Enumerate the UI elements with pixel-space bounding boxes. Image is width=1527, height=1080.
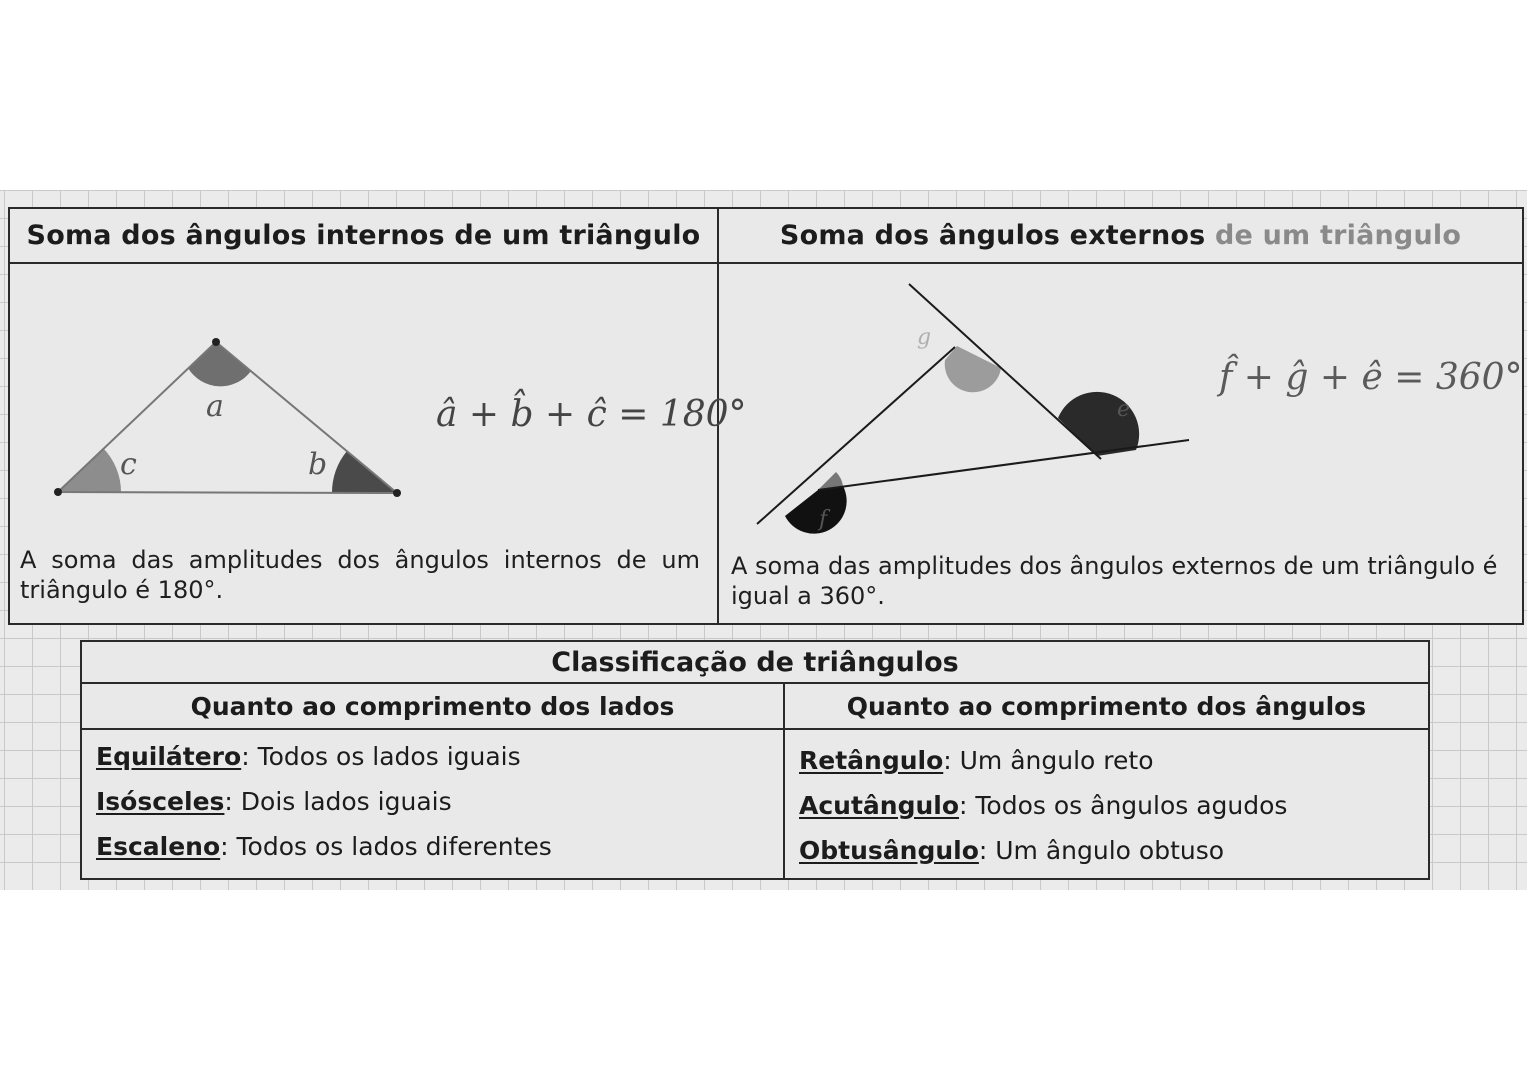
internal-angles-formula: â + b̂ + ĉ = 180° (436, 394, 747, 435)
angle-g-label: g (917, 325, 932, 350)
angle-sums-card (8, 207, 1524, 625)
external-angles-triangle-diagram (719, 264, 1219, 534)
angle-c-label: c (120, 447, 137, 482)
internal-angles-description: A soma das amplitudes dos ângulos internos de um triângulo é 180°. (20, 546, 700, 604)
angle-g-sector (945, 346, 1001, 392)
list-item-isosceles: Isósceles: Dois lados iguais (96, 787, 452, 816)
angle-b-sector (332, 451, 397, 493)
classification-by-angles (785, 684, 1428, 880)
angle-e-label: e (1117, 397, 1131, 422)
external-angles-panel (719, 209, 1522, 623)
sides-heading: Quanto ao comprimento dos lados (82, 684, 783, 730)
angles-heading: Quanto ao comprimento dos ângulos (785, 684, 1428, 730)
internal-angles-panel (10, 209, 747, 623)
list-item-acutangulo: Acutângulo: Todos os ângulos agudos (799, 791, 1288, 820)
internal-angles-heading: Soma dos ângulos internos de um triângulo (10, 209, 717, 264)
triangle-classification-table (80, 640, 1430, 880)
external-angles-heading: Soma dos ângulos externos de um triângulo (719, 209, 1522, 264)
angle-c-sector (58, 448, 121, 492)
list-item-obtusangulo: Obtusângulo: Um ângulo obtuso (799, 836, 1225, 865)
angle-a-label: a (206, 389, 224, 424)
external-angles-description: A soma das amplitudes dos ângulos externos de um triângulo é igual a 360°. (731, 552, 1498, 610)
external-angles-formula: f̂ + ĝ + ê = 360° (1219, 357, 1523, 398)
angle-f-sector (785, 486, 847, 534)
classification-by-sides (82, 684, 785, 880)
angle-b-label: b (308, 447, 328, 482)
classification-title: Classificação de triângulos (82, 642, 1428, 684)
list-item-equilatero: Equilátero: Todos os lados iguais (96, 742, 521, 771)
list-item-retangulo: Retângulo: Um ângulo reto (799, 746, 1154, 775)
list-item-escaleno: Escaleno: Todos os lados diferentes (96, 832, 552, 861)
angle-f-label: f (819, 507, 828, 532)
